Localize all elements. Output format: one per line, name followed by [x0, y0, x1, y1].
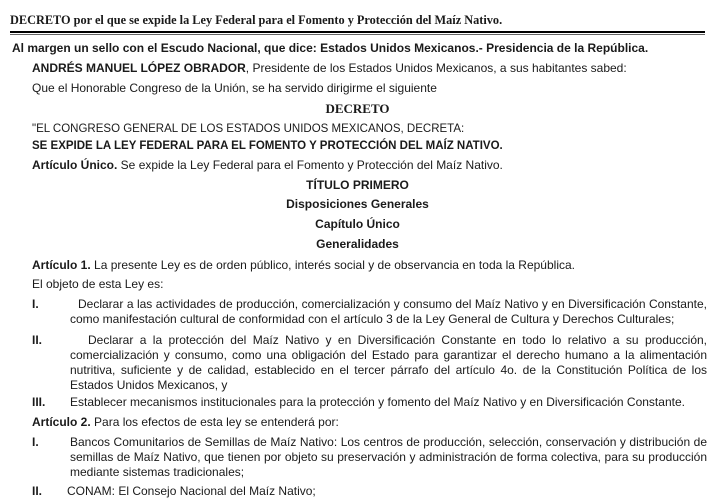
fraction-number: II.: [32, 484, 43, 498]
decree-title: DECRETO por el que se expide la Ley Federal para el Fomento y Protección del Maíz Nativo.: [10, 11, 705, 33]
article-1-label: Artículo 1.: [32, 258, 91, 272]
article-1: [32, 258, 575, 273]
president-name: ANDRÉS MANUEL LÓPEZ OBRADOR: [32, 61, 246, 75]
fraction-text: Establecer mecanismos institucionales para la protección y fomento del Maíz Nativo y en Diversificación Constante.: [70, 395, 685, 409]
generalidades-heading: Generalidades: [316, 237, 399, 251]
disposiciones-heading: Disposiciones Generales: [286, 197, 429, 211]
capitulo-heading: Capítulo Único: [315, 217, 400, 231]
fraction-number: III.: [32, 395, 46, 409]
fraction-text: CONAM: El Consejo Nacional del Maíz Nativo;: [67, 484, 316, 498]
president-line: [32, 61, 627, 76]
article-2: [32, 415, 339, 430]
fraction-text: Declarar a la protección del Maíz Nativo y en Diversificación Constante en todo lo relativo a su producción, comercialización y consumo, como una obligación del Estado para garantizar el derecho humano a la alimentación nutritiva, suficiente y de calidad, establecido en el tercer párrafo del artículo 4o. de la Constitución Política de los Estados Unidos Mexicanos, y: [70, 333, 707, 392]
article-1-text: La presente Ley es de orden público, interés social y de observancia en toda la República.: [90, 258, 575, 272]
fraction-text: Bancos Comunitarios de Semillas de Maíz Nativo: Los centros de producción, selección, conservación y distribución de semillas de Maíz Nativo, que tienen por objeto su preservación y administración de forma colectiva, para su producción mediante sistemas tradicionales;: [70, 435, 707, 479]
title-divider: [10, 34, 705, 35]
articulo-unico: [32, 158, 503, 173]
se-expide-line: SE EXPIDE LA LEY FEDERAL PARA EL FOMENTO Y PROTECCIÓN DEL MAÍZ NATIVO.: [32, 140, 503, 152]
decreto-heading: DECRETO: [325, 101, 390, 116]
article-2-text: Para los efectos de esta ley se entenderá por:: [90, 415, 339, 429]
fraction-text: Declarar a las actividades de producción, comercialización y consumo del Maíz Nativo y en Diversificación Constante, como manifestación cultural de conformidad con el artículo 3 de la Ley General de Cultura y Derechos Culturales;: [70, 297, 707, 326]
congress-decrees: "EL CONGRESO GENERAL DE LOS ESTADOS UNIDOS MEXICANOS, DECRETA:: [32, 123, 465, 135]
articulo-unico-label: Artículo Único.: [32, 158, 118, 172]
article-2-label: Artículo 2.: [32, 415, 91, 429]
objeto-line: El objeto de esta Ley es:: [32, 277, 164, 291]
articulo-unico-text: Se expide la Ley Federal para el Fomento y Protección del Maíz Nativo.: [117, 158, 503, 172]
fraction-number: II.: [32, 333, 43, 347]
titulo-heading: TÍTULO PRIMERO: [306, 178, 409, 192]
president-rest: , Presidente de los Estados Unidos Mexicanos, a sus habitantes sabed:: [245, 61, 627, 75]
fraction-number: I.: [32, 435, 39, 449]
seal-line: Al margen un sello con el Escudo Nacional, que dice: Estados Unidos Mexicanos.- Presidencia de la República.: [12, 41, 649, 55]
congress-line: Que el Honorable Congreso de la Unión, se ha servido dirigirme el siguiente: [32, 81, 437, 95]
fraction-number: I.: [32, 297, 39, 311]
